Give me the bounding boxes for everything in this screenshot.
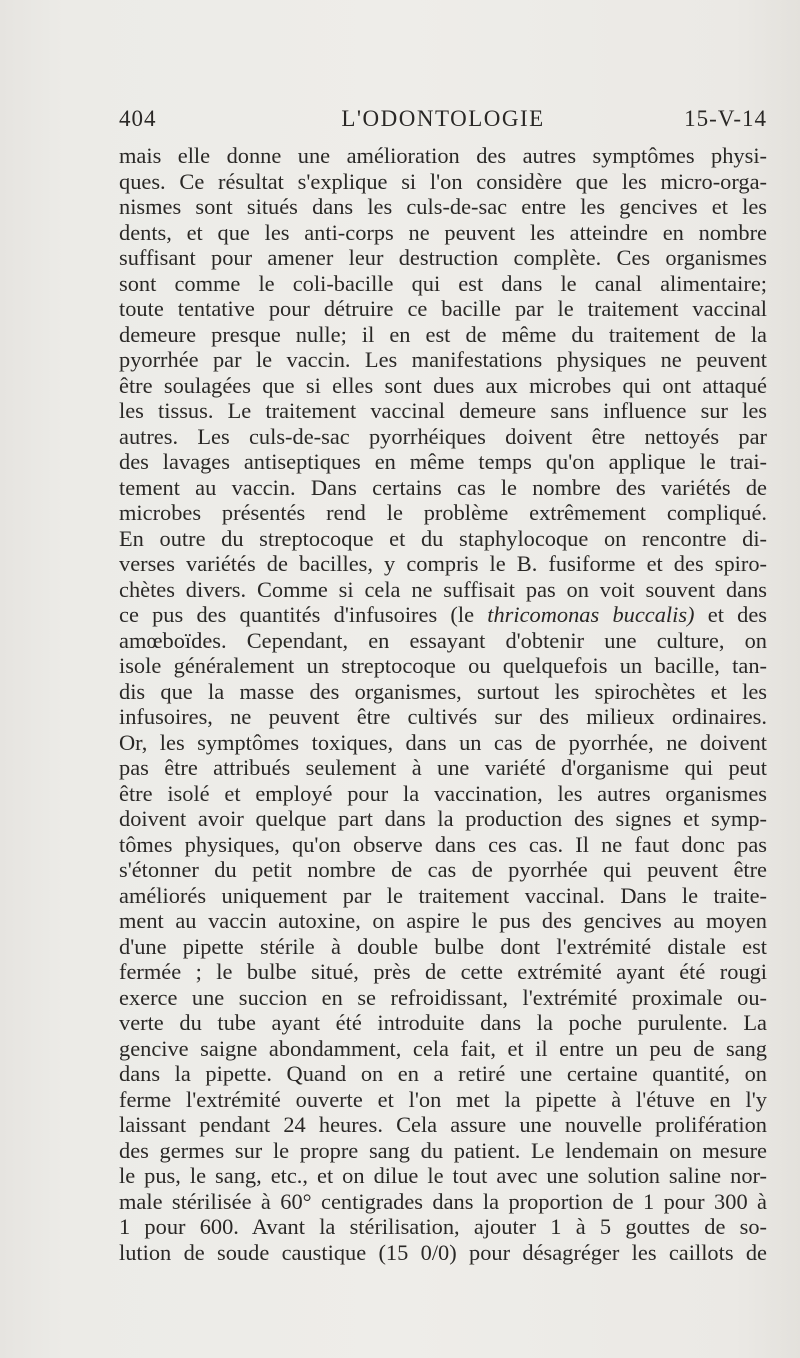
text-segment: ce pus des quantités d'infusoires (le xyxy=(119,602,488,627)
text-line: suffisant pour amener leur destruction complète. Ces organismes xyxy=(119,245,767,270)
text-line: ques. Ce résultat s'explique si l'on considère que les micro-orga- xyxy=(119,168,767,194)
text-line: chètes divers. Comme si cela ne suffisait pas on voit souvent dans xyxy=(119,576,767,602)
body-text xyxy=(119,143,767,1265)
italic-species-name: thricomonas buccalis) xyxy=(487,602,695,627)
text-line: tômes physiques, qu'on observe dans ces cas. Il ne faut donc pas xyxy=(119,831,767,857)
text-line: être isolé et employé pour la vaccination, les autres organismes xyxy=(119,780,767,806)
text-line: microbes présentés rend le problème extrêmement compliqué. xyxy=(119,500,767,525)
text-line: Or, les symptômes toxiques, dans un cas de pyorrhée, ne doivent xyxy=(119,729,767,755)
text-line: mais elle donne une amélioration des autres symptômes physi- xyxy=(119,143,767,168)
text-segment: et des xyxy=(694,602,767,627)
text-line: dans la pipette. Quand on en a retiré une certaine quantité, on xyxy=(119,1061,767,1086)
text-line: verses variétés de bacilles, y compris le B. fusiforme et des spiro- xyxy=(119,551,767,576)
text-line xyxy=(119,602,767,628)
text-line: exerce une succion en se refroidissant, l'extrémité proximale ou- xyxy=(119,984,767,1010)
text-line: nismes sont situés dans les culs-de-sac entre les gencives et les xyxy=(119,194,767,219)
text-line: sont comme le coli-bacille qui est dans le canal alimentaire; xyxy=(119,270,767,296)
text-line: 1 pour 600. Avant la stérilisation, ajouter 1 à 5 gouttes de so- xyxy=(119,1214,767,1239)
text-line: male stérilisée à 60° centigrades dans la proportion de 1 pour 300 à xyxy=(119,1188,767,1214)
text-line: gencive saigne abondamment, cela fait, et il entre un peu de sang xyxy=(119,1035,767,1061)
text-line: amœboïdes. Cependant, en essayant d'obtenir une culture, on xyxy=(119,627,767,653)
text-line: toute tentative pour détruire ce bacille par le traitement vaccinal xyxy=(119,296,767,321)
page-header xyxy=(119,106,767,136)
text-line: des germes sur le propre sang du patient. Le lendemain on mesure xyxy=(119,1137,767,1163)
text-line: demeure presque nulle; il en est de même du traitement de la xyxy=(119,321,767,347)
text-line: d'une pipette stérile à double bulbe dont l'extrémité distale est xyxy=(119,933,767,959)
text-line: autres. Les culs-de-sac pyorrhéiques doivent être nettoyés par xyxy=(119,423,767,449)
text-line: pyorrhée par le vaccin. Les manifestations physiques ne peuvent xyxy=(119,347,767,372)
text-line: des lavages antiseptiques en même temps qu'on applique le trai- xyxy=(119,449,767,474)
text-line: ferme l'extrémité ouverte et l'on met la pipette à l'étuve en l'y xyxy=(119,1086,767,1112)
text-line: les tissus. Le traitement vaccinal demeure sans influence sur les xyxy=(119,398,767,423)
text-line: pas être attribués seulement à une variété d'organisme qui peut xyxy=(119,755,767,780)
text-line: lution de soude caustique (15 0/0) pour désagréger les caillots de xyxy=(119,1239,767,1265)
text-line: isole généralement un streptocoque ou quelquefois un bacille, tan- xyxy=(119,653,767,678)
text-line: infusoires, ne peuvent être cultivés sur des milieux ordinaires. xyxy=(119,704,767,729)
text-line: En outre du streptocoque et du staphylocoque on rencontre di- xyxy=(119,525,767,551)
text-line: être soulagées que si elles sont dues aux microbes qui ont attaqué xyxy=(119,372,767,398)
text-line: ment au vaccin autoxine, on aspire le pus des gencives au moyen xyxy=(119,908,767,933)
text-line: doivent avoir quelque part dans la production des signes et symp- xyxy=(119,806,767,831)
text-line: dis que la masse des organismes, surtout les spirochètes et les xyxy=(119,678,767,704)
page-number: 404 xyxy=(119,106,157,131)
text-line: améliorés uniquement par le traitement vaccinal. Dans le traite- xyxy=(119,882,767,908)
text-line: tement au vaccin. Dans certains cas le nombre des variétés de xyxy=(119,474,767,500)
text-line: laissant pendant 24 heures. Cela assure une nouvelle prolifération xyxy=(119,1112,767,1137)
issue-date: 15-V-14 xyxy=(684,106,767,131)
running-title: L'ODONTOLOGIE xyxy=(341,106,545,131)
text-line: s'étonner du petit nombre de cas de pyorrhée qui peuvent être xyxy=(119,857,767,882)
text-line: fermée ; le bulbe situé, près de cette extrémité ayant été rougi xyxy=(119,959,767,984)
text-line: le pus, le sang, etc., et on dilue le tout avec une solution saline nor- xyxy=(119,1163,767,1188)
text-line: dents, et que les anti-corps ne peuvent les atteindre en nombre xyxy=(119,219,767,245)
text-line: verte du tube ayant été introduite dans la poche purulente. La xyxy=(119,1010,767,1035)
